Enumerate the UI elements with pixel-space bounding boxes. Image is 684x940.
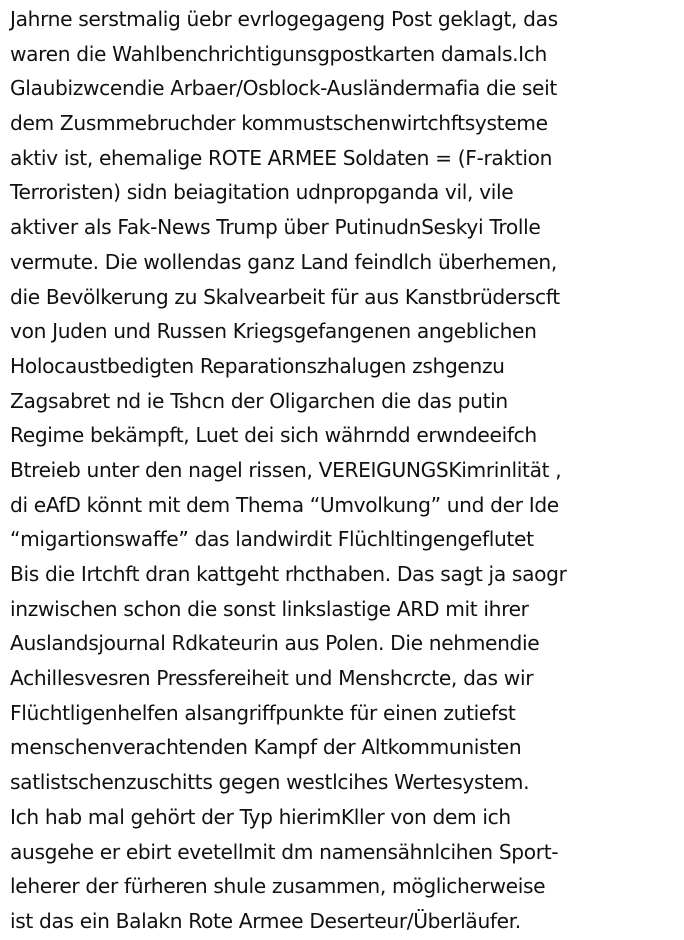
text-line: die Bevölkerung zu Skalvearbeit für aus Kanstbrüderscft: [10, 284, 560, 309]
text-line: di eAfD könnt mit dem Thema “Umvolkung” und der Ide: [10, 492, 559, 517]
text-line: “migartionswaffe” das landwirdit Flüchltingengeflutet: [10, 527, 534, 552]
text-line: aktiv ist, ehemalige ROTE ARMEE Soldaten = (F-raktion: [10, 145, 553, 170]
text-line: vermute. Die wollendas ganz Land feindlch überhemen,: [10, 249, 557, 274]
text-line: Flüchtligenhelfen alsangriffpunkte für einen zutiefst: [10, 700, 516, 725]
text-line: menschenverachtenden Kampf der Altkommunisten: [10, 735, 522, 760]
text-line: Jahrne serstmalig üebr evrlogegageng Post geklagt, das: [10, 7, 558, 31]
text-line: ist das ein Balakn Rote Armee Deserteur/Überläufer.: [10, 908, 521, 933]
text-line: ausgehe er ebirt evetellmit dm namensähnlcihen Sport-: [10, 839, 559, 864]
text-line: Regime bekämpft, Luet dei sich währndd erwndeeifch: [10, 423, 537, 448]
text-line: Holocaustbedigten Reparationszhalugen zshgenzu: [10, 353, 505, 378]
text-line: dem Zusmmebruchder kommustschenwirtchftsysteme: [10, 111, 548, 136]
text-line: inzwischen schon die sonst linkslastige ARD mit ihrer: [10, 596, 529, 621]
text-line: Bis die Irtchft dran kattgeht rhcthaben. Das sagt ja saogr: [10, 562, 567, 586]
text-line: satlistschenzuschitts gegen westlcihes Wertesystem.: [10, 770, 530, 795]
document-body: [10, 2, 682, 939]
text-line: leherer der fürheren shule zusammen, möglicherweise: [10, 874, 546, 899]
text-line: von Juden und Russen Kriegsgefangenen angeblichen: [10, 319, 537, 344]
text-line: Terroristen) sidn beiagitation udnpropganda vil, vile: [10, 180, 514, 205]
text-line: Auslandsjournal Rdkateurin aus Polen. Die nehmendie: [10, 631, 540, 656]
text-line: Ich hab mal gehört der Typ hierimKller von dem ich: [10, 804, 511, 829]
text-line: Achillesvesren Pressfereiheit und Menshcrcte, das wir: [10, 666, 534, 691]
text-line: Glaubizwcendie Arbaer/Osblock-Ausländermafia die seit: [10, 76, 557, 101]
text-line: waren die Wahlbenchrichtigunsgpostkarten damals.Ich: [10, 41, 547, 66]
text-line: Zagsabret nd ie Tshcn der Oligarchen die das putin: [10, 388, 508, 413]
text-line: Btreieb unter den nagel rissen, VEREIGUNGSKimrinlität ,: [10, 457, 562, 482]
text-line: aktiver als Fak-News Trump über PutinudnSeskyi Trolle: [10, 215, 541, 240]
